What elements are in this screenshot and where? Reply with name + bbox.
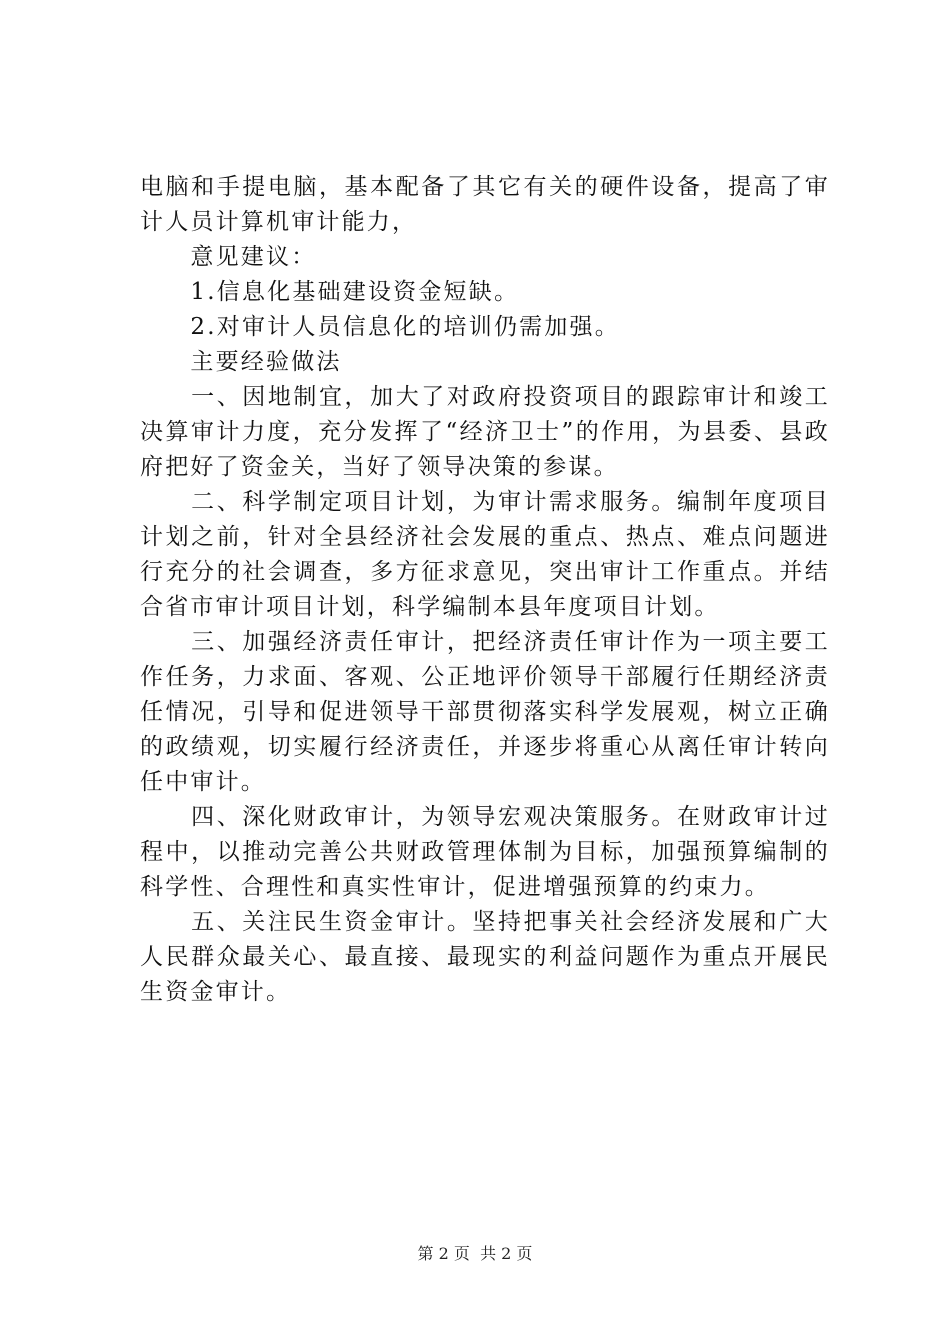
paragraph-experience-5: 五、关注民生资金审计。坚持把事关社会经济发展和广大人民群众最关心、最直接、最现实的利益问题作为重点开展民生资金审计。 (140, 909, 830, 1005)
paragraph-suggestions-heading: 意见建议： (140, 244, 317, 270)
paragraph-experience-1: 一、因地制宜，加大了对政府投资项目的跟踪审计和竣工决算审计力度，充分发挥了“经济卫士”的作用，为县委、县政府把好了资金关，当好了领导决策的参谋。 (140, 384, 830, 480)
paragraph-experience-4: 四、深化财政审计，为领导宏观决策服务。在财政审计过程中，以推动完善公共财政管理体制为目标，加强预算编制的科学性、合理性和真实性审计，促进增强预算的约束力。 (140, 804, 830, 900)
paragraph-experience-3: 三、加强经济责任审计，把经济责任审计作为一项主要工作任务，力求面、客观、公正地评价领导干部履行任期经济责任情况，引导和促进领导干部贯彻落实科学发展观，树立正确的政绩观，切实履行经济责任，并逐步将重心从离任审计转向任中审计。 (140, 629, 830, 795)
paragraph-experience-heading: 主要经验做法 (140, 349, 342, 375)
paragraph-hardware-continuation: 电脑和手提电脑，基本配备了其它有关的硬件设备，提高了审计人员计算机审计能力， (140, 174, 830, 235)
paragraph-experience-2: 二、科学制定项目计划，为审计需求服务。编制年度项目计划之前，针对全县经济社会发展的重点、热点、难点问题进行充分的社会调查，多方征求意见，突出审计工作重点。并结合省市审计项目计划，科学编制本县年度项目计划。 (140, 489, 830, 620)
paragraph-suggestion-1: 1.信息化基础建设资金短缺。 (140, 279, 520, 305)
paragraph-suggestion-2: 2.对审计人员信息化的培训仍需加强。 (140, 314, 620, 340)
document-body (140, 170, 830, 1010)
page-number-footer: 第 2 页 共 2 页 (417, 1244, 533, 1263)
